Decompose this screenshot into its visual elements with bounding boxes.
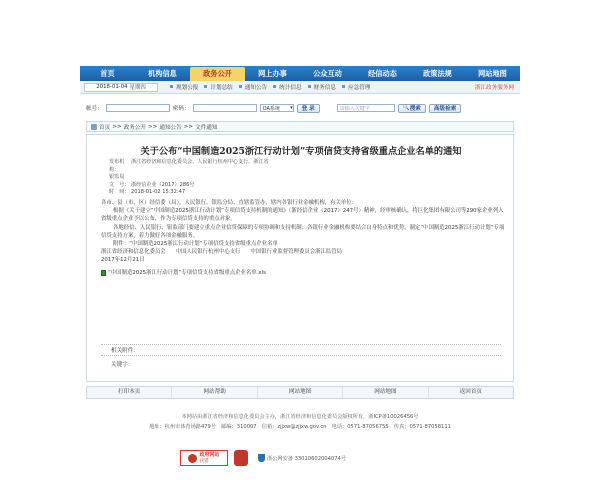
- sub-link-plan[interactable]: 规划公报: [170, 83, 198, 91]
- crumb-gov[interactable]: 政务公开: [123, 124, 146, 131]
- chevron-down-icon: ▾: [290, 105, 293, 111]
- footer-nav: [86, 386, 514, 399]
- header-banner: [80, 0, 520, 66]
- footer-help[interactable]: 网站帮助: [172, 387, 257, 398]
- search-button[interactable]: [398, 104, 426, 113]
- attachment-link[interactable]: [101, 269, 506, 277]
- para-recipients: 各市、县（市、区）经信委（局），人民银行，银监分局、直辖监管办，辖内各银行业金融机构，有关单位：: [101, 200, 358, 206]
- gov-site-error-badge[interactable]: [180, 450, 228, 466]
- article-body: [101, 199, 506, 277]
- nav-home[interactable]: 首页: [100, 69, 115, 78]
- keyword-label: 关键字：: [111, 362, 134, 368]
- account-input[interactable]: [106, 104, 170, 112]
- sub-nav-links: [170, 83, 370, 91]
- para-main: 根据《关于建立“中国制造2025浙江行动计划”专项信贷支持机制的通知》（浙经信企业（2017）247号）精神，经审核确认，将巨化集团有限公司等290家企业列入省级重点企业予以公布，作为专项信贷支持的重点对象。: [101, 208, 504, 223]
- meta-issuer-cont: 银监局: [109, 174, 125, 180]
- password-input[interactable]: [193, 104, 257, 112]
- related-attachments: [101, 344, 501, 356]
- nav-gov-affairs[interactable]: 政务公开: [190, 67, 245, 81]
- nav-online-service[interactable]: 网上办事: [258, 69, 287, 78]
- signer-3: 中国银行业监督管理委员会浙江监管局: [250, 249, 343, 256]
- system-select-value: OA系统: [262, 105, 280, 112]
- date-text: 2018-01-04: [96, 84, 128, 90]
- nav-organization[interactable]: 机构信息: [148, 69, 177, 78]
- party-badge-icon[interactable]: [234, 450, 248, 466]
- footer-line-2: 地址：杭州市体育场路479号 邮编：310007 信箱：zjjxw@zjjxw.gov.cn 电话：0571-87056755 传真：0571-87058111: [149, 424, 451, 430]
- nav-sitemap[interactable]: 网站地图: [478, 69, 507, 78]
- sign-date: 2017年12月21日: [101, 257, 145, 264]
- footer-badges: [180, 450, 346, 466]
- police-shield-icon: [258, 454, 265, 462]
- footer-info: [80, 412, 520, 432]
- police-record[interactable]: [258, 454, 346, 462]
- footer-home[interactable]: 返回首页: [459, 389, 483, 395]
- footer-line-1: 本网站由浙江省经济和信息化委员会主办，浙江省经济和信息化委员会版权所有，浙ICP备10026456号: [181, 414, 419, 420]
- account-label: 帐号：: [86, 106, 103, 112]
- crumb-notice[interactable]: 通知公告: [159, 124, 182, 131]
- password-label: 密码：: [172, 106, 190, 112]
- search-icon: 🔍: [402, 105, 410, 111]
- sub-link-notice[interactable]: 通知公告: [239, 83, 267, 91]
- article-meta: [109, 159, 499, 197]
- home-icon: [91, 124, 97, 130]
- signer-1: 浙江省经济和信息化委员会: [101, 249, 166, 256]
- police-record-text: 浙公网安备 33010602004074号: [267, 455, 346, 462]
- sub-link-statistics[interactable]: 统计信息: [273, 83, 301, 91]
- gov-service-link[interactable]: 浙江政务服务网: [474, 85, 514, 91]
- badge-sub: 找错: [199, 458, 209, 464]
- nav-policy[interactable]: 政策法规: [423, 69, 452, 78]
- sub-nav: [80, 81, 520, 94]
- advanced-search-button[interactable]: 高级检索: [429, 104, 461, 113]
- main-nav: [80, 66, 520, 81]
- crumb-home[interactable]: 首页: [99, 124, 111, 131]
- breadcrumb: 首页 >> 政务公开 >> 通知公告 >> 文件通知: [86, 121, 514, 132]
- excel-file-icon: [101, 270, 106, 276]
- signers: [101, 248, 506, 256]
- system-select[interactable]: [260, 104, 294, 112]
- weekday-text: 星期四: [129, 85, 146, 91]
- attachment-name: “中国制造2025浙江行动计划”专项信贷支持省级重点企业名单.xls: [108, 269, 266, 276]
- nav-news[interactable]: 经信动态: [368, 69, 397, 78]
- login-bar: [80, 101, 520, 115]
- signer-2: 中国人民银行杭州中心支行: [175, 249, 241, 256]
- nav-public-interaction[interactable]: 公众互动: [313, 69, 342, 78]
- meta-issuer: 浙江省经济和信息化委员会、人民银行杭州中心支行、浙江省: [131, 159, 269, 165]
- para-requirements: 各地经信、人民银行、银监部门要建立重点企业信贷保障的专项协调和支持机制；各银行业金融机构要结合自身特点和优势，制定“中国制造2025浙江行动计划”专项信贷支持方案，着力做好各项金融服务。: [101, 224, 505, 239]
- meta-docno-label: 文 号：: [109, 181, 130, 188]
- gov-emblem-icon: [188, 454, 197, 463]
- footer-print[interactable]: 打印本页: [87, 387, 172, 398]
- footer-sitemap-2[interactable]: 网站地图: [343, 387, 428, 398]
- meta-docno: 浙经信企业（2017）286号: [131, 181, 195, 188]
- meta-issuer-label: 发布机构：: [109, 159, 125, 173]
- sub-link-summary[interactable]: 计划总结: [204, 83, 232, 91]
- meta-date: 2018-01-02 15:32:47: [131, 189, 186, 195]
- login-button[interactable]: 登 录: [297, 104, 320, 113]
- para-attachment-note: 附件：“中国制造2025浙江行动计划”专项信贷支持省级重点企业名单: [113, 241, 278, 248]
- footer-sitemap-1[interactable]: 网站地图: [258, 387, 343, 398]
- search-input[interactable]: 请输入关键字: [337, 104, 395, 112]
- page-container: [80, 0, 520, 480]
- keywords: [101, 358, 501, 370]
- badge-text: 政府网站: [199, 451, 220, 458]
- date-display: [84, 83, 158, 92]
- meta-date-label: 时 间：: [109, 189, 130, 195]
- page-title: 关于公布“中国制造2025浙江行动计划”专项信贷支持省级重点企业名单的通知: [140, 146, 462, 157]
- sub-link-emergency[interactable]: 应急管理: [342, 83, 370, 91]
- sub-link-finance[interactable]: 财务信息: [308, 83, 336, 91]
- crumb-file[interactable]: 文件通知: [195, 124, 218, 131]
- search-button-label: 搜索: [409, 106, 421, 112]
- article-panel: [86, 134, 514, 382]
- related-label: 相关附件：: [111, 348, 139, 354]
